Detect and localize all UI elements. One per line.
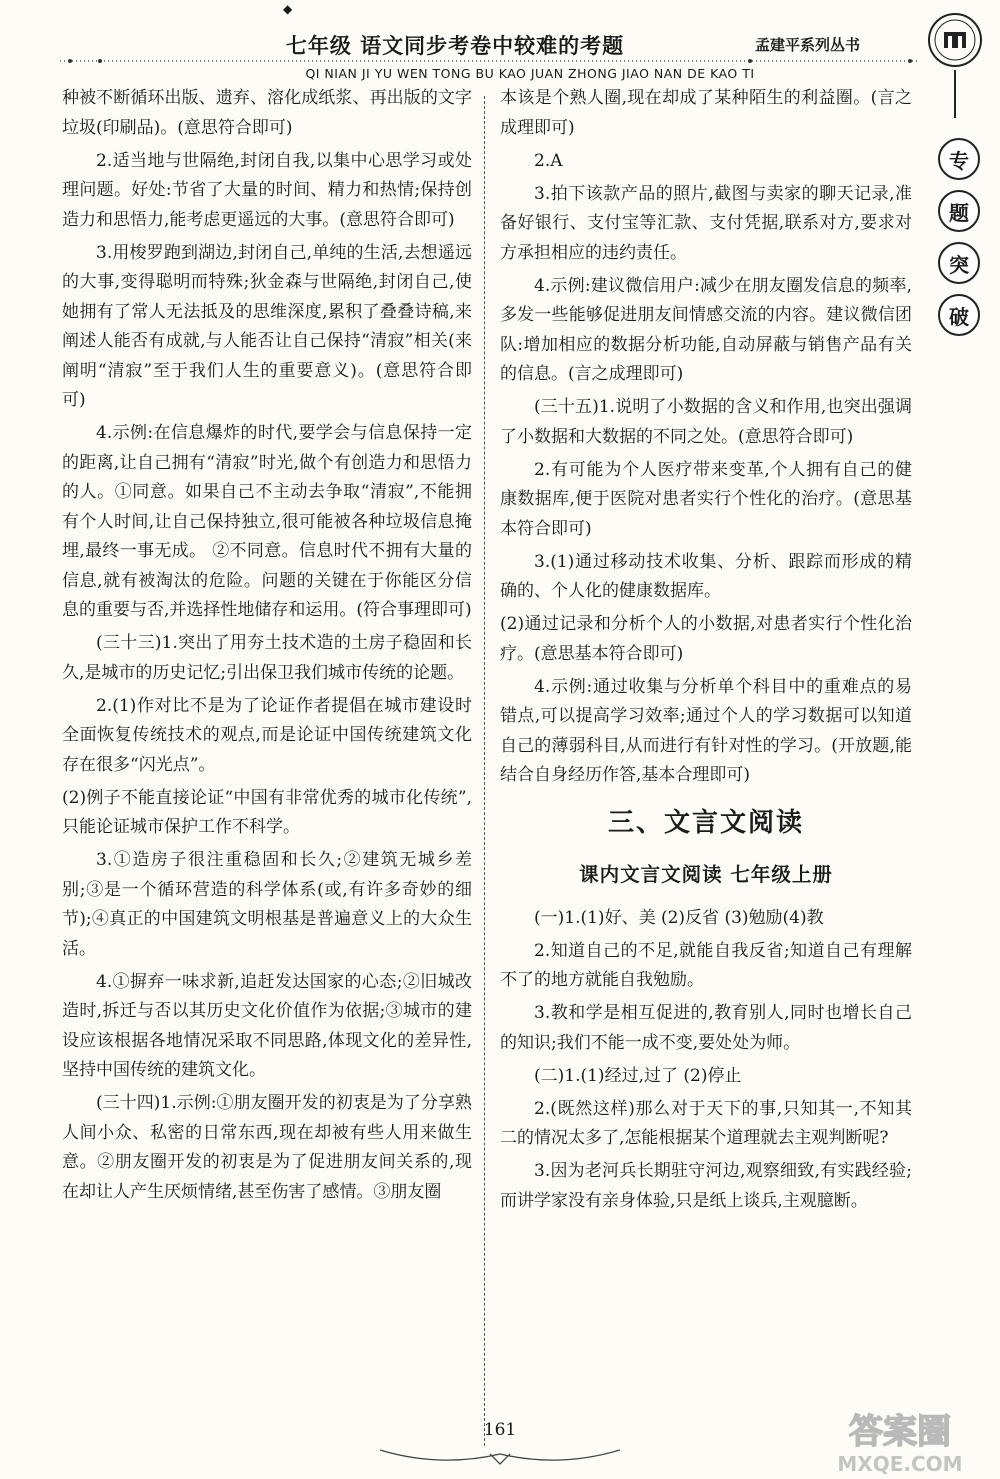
answer-paragraph: 4.示例:在信息爆炸的时代,要学会与信息保持一定的距离,让自己拥有“清寂”时光,做个有创造力和思悟力的人。①同意。如果自己不主动去争取“清寂”,不能拥有个人时间,让自己保持独立,很可能被各种垃圾信息掩埋,最终一事无成。 ②不同意。信息时代不拥有大量的信息,就有被淘汰的危险。问题的关键在于你能区分信息的重要与否,并选择性地储存和运用。(符合事理即可) bbox=[62, 423, 472, 620]
answer-paragraph: 2.(1)作对比不是为了论证作者提倡在城市建设时全面恢复传统技术的观点,而是论证中国传统建筑文化存在很多“闪光点”。 bbox=[62, 695, 472, 775]
header-title: 七年级 语文同步考卷中较难的考题 bbox=[285, 33, 625, 58]
answer-paragraph: 本该是个熟人圈,现在却成了某种陌生的利益圈。(言之成理即可) bbox=[500, 88, 912, 138]
answer-paragraph: 4.示例:建议微信用户:减少在朋友圈发信息的频率,多发一些能够促进朋友间情感交流的内容。建议微信团队:增加相应的数据分析功能,自动屏蔽与销售产品有关的信息。(言之成理即可) bbox=[500, 275, 912, 384]
answer-paragraph: (2)通过记录和分析个人的小数据,对患者实行个性化治疗。(意思基本符合即可) bbox=[500, 614, 912, 664]
side-tabs bbox=[936, 138, 982, 346]
watermark-text: 答案圈 bbox=[849, 1412, 951, 1452]
answer-paragraph: 4.①摒弃一味求新,追赶发达国家的心态;②旧城改造时,拆迁与否以其历史文化价值作为依据;③城市的建设应该根据各地情况采取不同思路,体现文化的差异性,坚持中国传统的建筑文化。 bbox=[62, 971, 472, 1080]
answer-paragraph: 3.教和学是相互促进的,教育别人,同时也增长自己的知识;我们不能一成不变,要处处为师。 bbox=[500, 1003, 912, 1053]
right-column bbox=[500, 84, 912, 1220]
side-tab: 破 bbox=[938, 294, 980, 336]
series-name: 孟建平系列丛书 bbox=[755, 36, 861, 54]
answer-paragraph: 4.示例:通过收集与分析单个科目中的重难点的易错点,可以提高学习效率;通过个人的学习数据可以知道自己的薄弱科目,从而进行有针对性的学习。(开放题,能结合自身经历作答,基本合理即可) bbox=[500, 676, 912, 785]
answer-paragraph: (三十四)1.示例:①朋友圈开发的初衷是为了分享熟人间小众、私密的日常东西,现在却被有些人用来做生意。②朋友圈开发的初衷是为了促进朋友间关系的,现在却让人产生厌烦情绪,甚至伤害了感情。③朋友圈 bbox=[62, 1093, 472, 1202]
header-dot: ◆ bbox=[283, 2, 293, 16]
answer-paragraph: 2.适当地与世隔绝,封闭自我,以集中心思学习或处理问题。好处:节省了大量的时间、精力和热情;保持创造力和思悟力,能考虑更遥远的大事。(意思符合即可) bbox=[62, 150, 472, 230]
answer-paragraph: 2.知道自己的不足,就能自我反省;知道自己有理解不了的地方就能自我勉励。 bbox=[500, 940, 912, 990]
page-header bbox=[0, 0, 1000, 95]
answer-paragraph: 3.(1)通过移动技术收集、分析、跟踪而形成的精确的、个人化的健康数据库。 bbox=[500, 551, 912, 601]
answer-paragraph: 3.用梭罗跑到湖边,封闭自己,单纯的生活,去想遥远的大事,变得聪明而特殊;狄金森与世隔绝,封闭自己,使她拥有了常人无法抵及的思维深度,累积了叠叠诗稿,来阐述人能否有成就,与人能否让自己保持“清寂”相关(来阐明“清寂”至于我们人生的重要意义)。(意思符合即可) bbox=[62, 242, 472, 410]
publisher-logo-icon bbox=[920, 10, 990, 120]
answer-paragraph: (一)1.(1)好、美 (2)反省 (3)勉励(4)教 bbox=[534, 907, 824, 928]
side-tab: 突 bbox=[938, 242, 980, 284]
answer-paragraph: (三十五)1.说明了小数据的含义和作用,也突出强调了小数据和大数据的不同之处。(意思符合即可) bbox=[500, 397, 912, 447]
answer-paragraph: 2.(既然这样)那么对于天下的事,只知其一,不知其二的情况太多了,怎能根据某个道理就去主观判断呢? bbox=[500, 1098, 912, 1148]
answer-paragraph: 3.拍下该款产品的照片,截图与卖家的聊天记录,准备好银行、支付宝等汇款、支付凭据,联系对方,要求对方承担相应的违约责任。 bbox=[500, 183, 912, 263]
header-decorative-line bbox=[60, 58, 920, 64]
answer-paragraph: 2.A bbox=[534, 150, 563, 171]
watermark-url: MXQE.COM bbox=[837, 1452, 963, 1476]
answer-paragraph: 种被不断循环出版、遗弃、溶化成纸浆、再出版的文字垃圾(印刷品)。(意思符合即可) bbox=[62, 88, 472, 138]
header-pinyin: QI NIAN JI YU WEN TONG BU KAO JUAN ZHONG JIAO NAN DE KAO TI bbox=[305, 66, 755, 81]
answer-paragraph: 3.①造房子很注重稳固和长久;②建筑无城乡差别;③是一个循环营造的科学体系(或,有许多奇妙的细节);④真正的中国建筑文明根基是普遍意义上的大众生活。 bbox=[62, 850, 472, 959]
footer-ornament-icon bbox=[380, 1440, 620, 1470]
column-divider bbox=[484, 96, 485, 1446]
section-title: 三、文言文阅读 bbox=[607, 807, 804, 838]
watermark-logo bbox=[800, 1405, 995, 1477]
page-number: 161 bbox=[483, 1420, 517, 1440]
answer-paragraph: (三十三)1.突出了用夯土技术造的土房子稳固和长久,是城市的历史记忆;引出保卫我们城市传统的论题。 bbox=[62, 633, 472, 683]
answer-paragraph: (二)1.(1)经过,过了 (2)停止 bbox=[534, 1065, 742, 1086]
sub-section-title: 课内文言文阅读 七年级上册 bbox=[579, 863, 833, 886]
left-column bbox=[62, 84, 472, 1211]
side-tab: 题 bbox=[938, 190, 980, 232]
answer-paragraph: (2)例子不能直接论证“中国有非常优秀的城市化传统”,只能论证城市保护工作不科学。 bbox=[62, 787, 472, 837]
answer-paragraph: 2.有可能为个人医疗带来变革,个人拥有自己的健康数据库,便于医院对患者实行个性化的治疗。(意思基本符合即可) bbox=[500, 459, 912, 539]
side-tab: 专 bbox=[938, 138, 980, 180]
answer-paragraph: 3.因为老河兵长期驻守河边,观察细致,有实践经验;而讲学家没有亲身体验,只是纸上谈兵,主观臆断。 bbox=[500, 1161, 912, 1211]
